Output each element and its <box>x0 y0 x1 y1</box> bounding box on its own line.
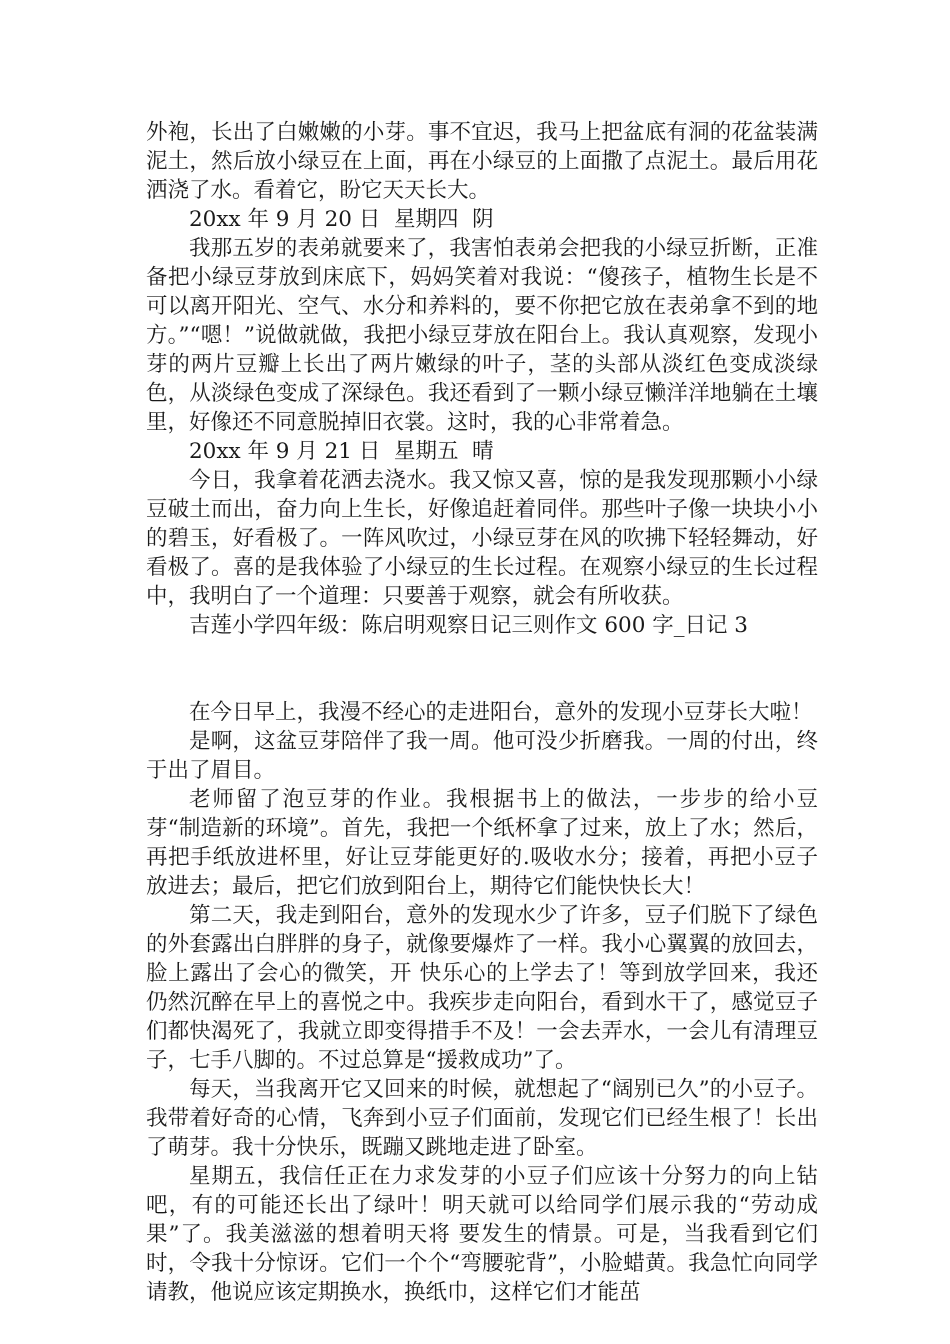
diary-date-sep-20: 20xx 年 9 月 20 日 星期四 阴 <box>189 207 494 232</box>
paragraph-diary-3: 今日，我拿着花洒去浇水。我又惊又喜，惊的是我发现那颗小小绿豆破土而出，奋力向上生长，好像追赶着同伴。那些叶子像一块块小小的碧玉，好看极了。一阵风吹过，小绿豆芽在风的吹拂下轻轻舞动，好看极了。喜的是我体验了小绿豆的生长过程。在观察小绿豆的生长过程中，我明白了一个道理：只要善于观察，就会有所收获。 <box>146 468 818 609</box>
paragraph-every-day: 每天，当我离开它又回来的时候，就想起了“阔别已久”的小豆子。我带着好奇的心情，飞奔到小豆子们面前，发现它们已经生根了！长出了萌芽。我十分快乐，既蹦又跳地走进了卧室。 <box>146 1077 818 1160</box>
essay-title: 吉莲小学四年级：陈启明观察日记三则作文 600 字_日记 3 <box>189 613 748 638</box>
paragraph-week: 是啊，这盆豆芽陪伴了我一周。他可没少折磨我。一周的付出，终于出了眉目。 <box>146 729 818 783</box>
diary-date-sep-21: 20xx 年 9 月 21 日 星期五 晴 <box>189 439 494 464</box>
paragraph-diary-2: 我那五岁的表弟就要来了，我害怕表弟会把我的小绿豆折断，正准备把小绿豆芽放到床底下，妈妈笑着对我说：“傻孩子，植物生长是不可以离开阳光、空气、水分和养料的，要不你把它放在表弟拿不到的地方。”“嗯！”说做就做，我把小绿豆芽放在阳台上。我认真观察，发现小芽的两片豆瓣上长出了两片嫩绿的叶子，茎的头部从淡红色变成淡绿色，从淡绿色变成了深绿色。我还看到了一颗小绿豆懒洋洋地躺在土壤里，好像还不同意脱掉旧衣裳。这时，我的心非常着急。 <box>146 236 818 435</box>
section-gap <box>146 640 818 698</box>
paragraph-second-day: 第二天，我走到阳台，意外的发现水少了许多，豆子们脱下了绿色的外套露出白胖胖的身子，就像要爆炸了一样。我小心翼翼的放回去，脸上露出了会心的微笑，开 快乐心的上学去了！等到放学回来，我还仍然沉醉在早上的喜悦之中。我疾步走向阳台，看到水干了，感觉豆子们都快渴死了，我就立即变得措手不及！一会去弄水，一会儿有清理豆子，七手八脚的。不过总算是“援救成功”了。 <box>146 903 818 1073</box>
document-page <box>146 118 818 1307</box>
paragraph-homework: 老师留了泡豆芽的作业。我根据书上的做法，一步步的给小豆芽“制造新的环境”。首先，我把一个纸杯拿了过来，放上了水；然后，再把手纸放进杯里，好让豆芽能更好的.吸收水分；接着，再把小豆子放进去；最后，把它们放到阳台上，期待它们能快快长大！ <box>146 787 818 899</box>
paragraph-friday: 星期五，我信任正在力求发芽的小豆子们应该十分努力的向上钻吧，有的可能还长出了绿叶！明天就可以给同学们展示我的“劳动成果”了。我美滋滋的想着明天将 要发生的情景。可是，当我看到它们时，令我十分惊讶。它们一个个“弯腰驼背”，小脸蜡黄。我急忙向同学请教，他说应该定期换水，换纸巾，这样它们才能茁 <box>146 1164 818 1305</box>
paragraph-continuation: 外袍，长出了白嫩嫩的小芽。事不宜迟，我马上把盆底有洞的花盆装满泥土，然后放小绿豆在上面，再在小绿豆的上面撒了点泥土。最后用花洒浇了水。看着它，盼它天天长大。 <box>146 120 818 203</box>
paragraph-intro: 在今日早上，我漫不经心的走进阳台，意外的发现小豆芽长大啦！ <box>189 700 813 725</box>
